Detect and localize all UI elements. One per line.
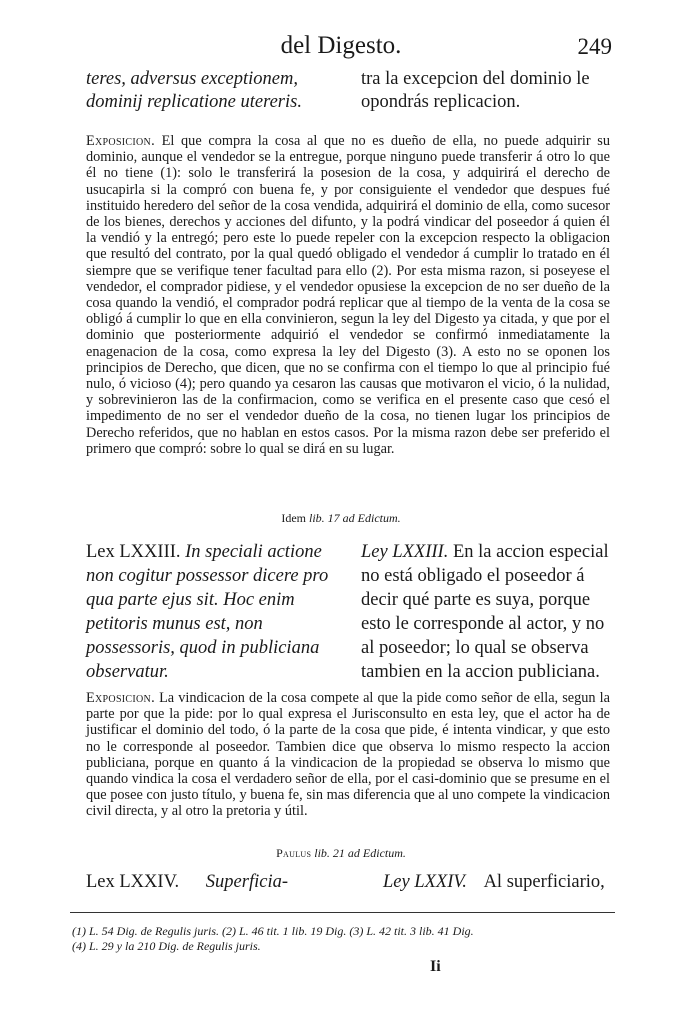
footnote-rule [70, 912, 615, 913]
running-title: del Digesto. [280, 32, 402, 59]
top-columns [86, 68, 611, 114]
spanish-text: Al superficiario, [483, 872, 605, 892]
exposition-text: El que compra la cosa al que no es dueño de ella, no puede adquirir su dominio, aunque el vendedor se la entregue, porque ninguno puede transferir á otro lo que él no tiene (1): solo le transferirá la posesion de la cosa, y adquirirá el derecho de usucapirla si la compró con buena fe, y por consiguiente el vendedor que despues fué instituido heredero del señor de la cosa vendida, adquirirá el dominio de ella, como sucesor de los bienes, derechos y acciones del difunto, y la podrá vindicar del poseedor á quien él la vendió y la entregó; pero este lo puede repeler con la excepcion respecto la obligacion que resultó del contrato, por la qual quedó obligado el vendedor á cumplir lo tratado en él siempre que se verifique tener facultad para ello (2). Por esta misma razon, si poseyese el vendedor, el comprador pidiese, y el vendedor opusiese la excepcion de no ser dueño de la cosa quando la vendió, el comprador podrá replicar que al tiempo de la venta de la cosa se obligó á cumplir lo que en ella convinieron, segun la ley del Digesto ya citada, y que por el dominio que posteriormente adquirió el vendedor se confirmó inmediatamente la enagenacion de la cosa, como expresa la ley del Digesto (3). A esto no se oponen los principios de Derecho, que dicen, que no se confirma con el tiempo lo que al principio fué nulo, ó vicioso (4); pero quando ya cesaron las causas que motivaron el vicio, ó la nulidad, y sobrevinieron las de la confirmacion, como se verifica en el presente caso que cesó el impedimento de no ser el vendedor dueño de la cosa, no tienen lugar los principios de Derecho referidos, que no hablan en estos casos. Por la misma razon debe ser preferido el primero que compró: sobre lo qual se dirá en su lugar. [86, 133, 611, 457]
source-ref: lib. 21 ad Edictum. [314, 846, 406, 860]
spanish-heading: Ley LXXIV. [383, 872, 467, 892]
spanish-text: En la accion especial no está obligado el poseedor á decir qué parte es suya, porque esto le corresponde al actor, y no al poseedor; lo qual se observa tambien en la accion publiciana. [361, 542, 609, 682]
exposition-label: Exposicion. [86, 133, 155, 149]
source-author: Paulus [276, 846, 312, 860]
exposition-label: Exposicion. [86, 690, 155, 706]
page-number: 249 [577, 34, 612, 59]
latin-column-lex74 [86, 870, 336, 894]
source-ref: lib. 17 ad Edictum. [308, 511, 401, 525]
latin-text: Superficia- [205, 872, 288, 892]
exposition-text: La vindicacion de la cosa compete al que la pide como señor de ella, segun la parte por que la pide: por lo qual expresa el Jurisconsulto en esta ley, que el actor ha de justificar el dominio del todo, ó la parte de la cosa que pide, é intenta vindicar, y que esto no le corresponde al poseedor. Tambien dice que observa lo mismo respecto la accion publiciana, porque en quanto á la vindicacion de la propiedad se observa lo mismo que quando vindica la cosa el verdadero señor de ella, por el casi-dominio que se presume en el que posee con justo título, y buena fe, sin mas diferencia que al uno compete la vindicacion civil directa, y al otro la pretoria y útil. [86, 690, 611, 820]
latin-heading: Lex LXXIII. [86, 542, 181, 562]
latin-heading: Lex LXXIV. [86, 872, 180, 892]
source-author: Idem [281, 511, 306, 525]
signature-mark: Ii [430, 958, 441, 975]
exposition-1 [86, 133, 610, 457]
source-citation-2 [0, 846, 682, 861]
spanish-column-lex74 [361, 870, 611, 894]
latin-text: In speciali actione non cogitur possessor dicere pro qua parte ejus sit. Hoc enim petitoris munus est, non possessoris, quod in publiciana observatur. [86, 542, 329, 682]
source-citation-1 [0, 511, 682, 526]
lex-73-columns [86, 540, 611, 684]
exposition-2 [86, 690, 610, 820]
spanish-heading: Ley LXXIII. [361, 542, 449, 562]
lex-74-columns [86, 870, 611, 894]
spanish-column-lex73 [361, 540, 611, 684]
latin-column-top: teres, adversus exceptionem, dominij replicatione utereris. [86, 69, 302, 112]
latin-column-lex73 [86, 540, 336, 684]
footnote-line-2: (4) L. 29 y la 210 Dig. de Regulis juris. [72, 939, 261, 953]
spanish-column-top: tra la excepcion del dominio le opondrás replicacion. [361, 69, 590, 112]
footnote-line-1: (1) L. 54 Dig. de Regulis juris. (2) L. 46 tit. 1 lib. 19 Dig. (3) L. 42 tit. 3 lib. 41 Dig. [72, 924, 474, 938]
footnotes [72, 924, 617, 954]
